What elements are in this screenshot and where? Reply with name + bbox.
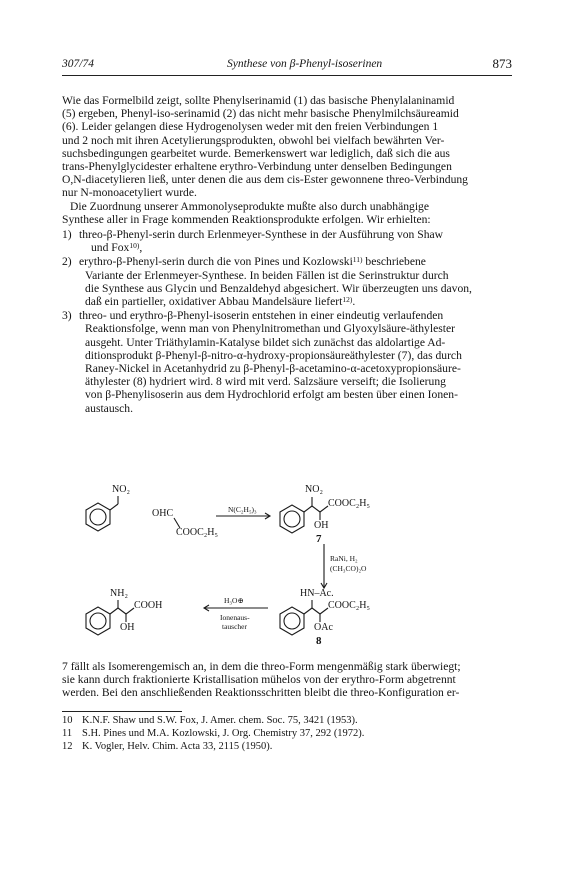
- text-line: (6). Leider gelangen diese Hydrogenolysen weder mit den freien Verbindungen 1: [62, 120, 439, 134]
- reagent-ion-exchanger-cont: tauscher: [222, 622, 247, 631]
- list-item-2: [62, 255, 514, 308]
- ester-label: COOC₂H₅: [328, 498, 370, 509]
- nitro-group-label: NO₂: [305, 484, 323, 495]
- text-line: daß ein partieller, oxidativer Abbau Mandelsäure liefert$^{12)}$.: [85, 295, 356, 309]
- acetoxy-label: OAc: [314, 622, 333, 633]
- compound-number-7: 7: [316, 533, 322, 545]
- reagent-triethylamine: N(C₂H₅)₃: [228, 505, 257, 514]
- hydroxy-label: OH: [120, 622, 135, 633]
- footnote-number: 11: [62, 728, 73, 739]
- benzene-ring: [86, 503, 110, 531]
- footnote-11: [62, 727, 514, 740]
- footnote-ref: 11): [352, 255, 363, 265]
- list-item-1: [62, 228, 514, 254]
- footnote-ref: 10): [129, 241, 140, 251]
- bond: [304, 506, 312, 512]
- footnote-number: 12: [62, 741, 73, 752]
- text-line: suchsbedingungen gearbeitet wurde. Bemerkenswert war lediglich, daß sich die aus: [62, 146, 450, 160]
- benzene-ring: [86, 607, 110, 635]
- bond: [312, 608, 320, 614]
- paragraph-3: [62, 660, 514, 700]
- reagent-raney-nickel: RaNi, H₂: [330, 554, 358, 563]
- text-line: werden. Bei den anschließenden Reaktionsschritten bleibt die threo-Konfiguration er-: [62, 686, 460, 700]
- bond: [126, 608, 134, 614]
- footnote-number: 10: [62, 715, 73, 726]
- footnote-12: [62, 740, 514, 753]
- text-line: nur N-monoacetyliert wurde.: [62, 186, 197, 200]
- text-line: Raney-Nickel in Acetanhydrid zu β-Phenyl-β-acetamino-α-acetoxypropionsäure-: [85, 362, 461, 376]
- ester-label: COOC₂H₅: [328, 600, 370, 611]
- reagent-acid: H₃O⊕: [224, 596, 244, 605]
- footnote-text: K.N.F. Shaw und S.W. Fox, J. Amer. chem. Soc. 75, 3421 (1953).: [82, 715, 358, 726]
- text-line: und 2 noch mit ihren Acetylierungsprodukten, obwohl bei vielfach bewährten Ver-: [62, 133, 445, 147]
- text-line: Variante der Erlenmeyer-Synthese. In beiden Fällen ist die Serinstruktur durch: [85, 268, 449, 282]
- bond: [304, 608, 312, 614]
- text-line: die Synthese aus Glycin und Benzaldehyd abgesichert. Wir überzeugten uns davon,: [85, 281, 472, 295]
- bond: [118, 608, 126, 614]
- text-line: ditionsprodukt β-Phenyl-β-nitro-α-hydroxy-propionsäureäthylester (7), das durch: [85, 348, 462, 362]
- text-line: trans-Phenylglycidester erhaltene erythro-Verbindung unter denselben Bedingungen: [62, 160, 452, 174]
- text-line: [79, 255, 514, 268]
- running-header: [62, 57, 512, 76]
- bond: [110, 608, 118, 614]
- text-line: Die Zuordnung unserer Ammonolyseprodukte mußte also durch unabhängige: [70, 200, 430, 213]
- ester-label: COOC₂H₅: [176, 527, 218, 538]
- text-line: Wie das Formelbild zeigt, sollte Phenylserinamid (1) das basische Phenylalaninamid: [62, 94, 455, 107]
- text-fragment: erythro-β-Phenyl-serin durch die von Pines und Kozlowski: [79, 255, 353, 269]
- nitro-group-label: NO₂: [112, 484, 130, 495]
- text-line: O,N-diacetylieren ließ, unter denen die aus dem cis-Ester gewonnene threo-Verbindung: [62, 173, 468, 187]
- aldehyde-label: OHC: [152, 508, 174, 519]
- text-line: von β-Phenylisoserin aus dem Hydrochlorid erfolgt am besten über einen Ionen-: [85, 388, 458, 402]
- compound-number-8: 8: [316, 635, 322, 647]
- text-line: äthylester (8) hydriert wird. 8 wird mit verd. Salzsäure verseift; die Isolierung: [85, 375, 446, 389]
- synthesis-list: [62, 228, 514, 415]
- bond: [320, 506, 328, 512]
- paragraph-2: [62, 200, 514, 226]
- list-item-3: [62, 309, 514, 415]
- footnote-ref: 12): [342, 295, 353, 305]
- footnotes: [62, 714, 514, 753]
- bond: [312, 506, 320, 512]
- benzene-ring: [280, 607, 304, 635]
- hydroxy-label: OH: [314, 520, 329, 531]
- text-line: threo-β-Phenyl-serin durch Erlenmeyer-Synthese in der Ausführung von Shaw: [79, 228, 444, 241]
- text-line: sie kann durch fraktionierte Kristallisation mühelos von der erythro-Form abgetrennt: [62, 673, 456, 687]
- text-line: ausgeht. Unter Triäthylamin-Katalyse bildet sich zunächst das aldolartige Ad-: [85, 335, 446, 349]
- footnote-rule: [62, 711, 182, 712]
- reagent-ion-exchanger: Ionenaus-: [220, 613, 250, 622]
- text-fragment: daß ein partieller, oxidativer Abbau Mandelsäure liefert: [85, 295, 343, 309]
- amino-label: NH₂: [110, 588, 128, 599]
- bond: [110, 504, 118, 510]
- running-title: Synthese von β-Phenyl-isoserinen: [227, 58, 383, 70]
- text-line: und Fox$^{10)}$,: [91, 241, 143, 255]
- journal-issue: 307/74: [62, 58, 94, 70]
- carboxyl-label: COOH: [134, 600, 163, 611]
- list-number: 1): [62, 228, 72, 241]
- text-line: Reaktionsfolge, wenn man von Phenylnitromethan und Glyoxylsäure-äthylester: [85, 322, 455, 336]
- reagent-acetic-anhydride: (CH₃CO)₂O: [330, 564, 367, 573]
- bond: [320, 608, 328, 614]
- text-line: threo- und erythro-β-Phenyl-isoserin entstehen in einer eindeutig verlaufenden: [79, 309, 444, 323]
- footnote-text: S.H. Pines und M.A. Kozlowski, J. Org. Chemistry 37, 292 (1972).: [82, 728, 365, 739]
- reaction-scheme: [62, 484, 514, 652]
- text-line: austausch.: [85, 401, 133, 415]
- text-line: 7 fällt als Isomerengemisch an, in dem die threo-Form mengenmäßig stark überwiegt;: [62, 660, 461, 673]
- footnote-text: K. Vogler, Helv. Chim. Acta 33, 2115 (1950).: [82, 741, 273, 752]
- acetamido-label: HN–Ac.: [300, 588, 334, 599]
- footnote-10: [62, 714, 514, 727]
- page-number: 873: [492, 56, 512, 71]
- benzene-ring: [280, 505, 304, 533]
- text-fragment: und Fox: [91, 241, 130, 255]
- text-fragment: beschriebene: [362, 255, 426, 269]
- paragraph-1: [62, 94, 514, 200]
- list-number: 2): [62, 255, 72, 269]
- list-number: 3): [62, 309, 72, 323]
- text-line: Synthese aller in Frage kommenden Reaktionsprodukte erfolgen. Wir erhielten:: [62, 213, 431, 227]
- text-line: (5) ergeben, Phenyl-iso-serinamid (2) das nicht mehr basische Phenylmilchsäureamid: [62, 107, 459, 121]
